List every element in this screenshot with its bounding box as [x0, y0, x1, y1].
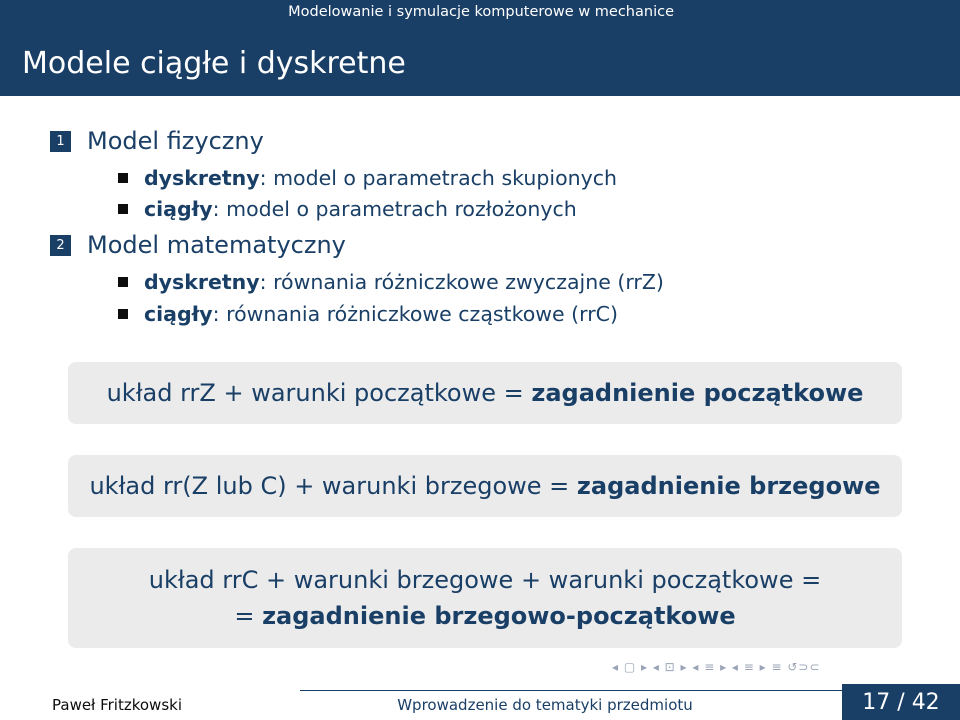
- term: dyskretny: [144, 270, 260, 294]
- square-bullet-icon: [118, 309, 128, 319]
- list-item: [118, 299, 618, 329]
- term: ciągły: [144, 302, 213, 326]
- list-item: [118, 194, 577, 224]
- box-line: [89, 468, 880, 504]
- presentation-title: Modelowanie i symulacje komputerowe w mechanice: [288, 4, 674, 20]
- list-item: [118, 163, 617, 193]
- square-bullet-icon: [118, 173, 128, 183]
- square-bullet-icon: [118, 277, 128, 287]
- definition-box: [68, 455, 902, 517]
- page-number: 17 / 42: [842, 684, 960, 720]
- box-line: [107, 375, 864, 411]
- definition-box: [68, 362, 902, 424]
- footer-title: Wprowadzenie do tematyki przedmiotu: [397, 696, 693, 714]
- box-bold-text: zagadnienie początkowe: [531, 379, 864, 407]
- box-bold-text: zagadnienie brzegowe: [576, 472, 881, 500]
- definition: : równania różniczkowe zwyczajne (rrZ): [259, 270, 664, 294]
- definition: : równania różniczkowe cząstkowe (rrC): [212, 302, 618, 326]
- box-plain-text: =: [234, 602, 263, 630]
- definition: : model o parametrach rozłożonych: [212, 197, 577, 221]
- square-bullet-icon: [118, 204, 128, 214]
- definition-box: [68, 548, 902, 648]
- footer-author: Paweł Fritzkowski: [0, 690, 300, 720]
- enum-item-2: [50, 229, 346, 261]
- enum-label: Model matematyczny: [87, 231, 346, 259]
- box-line: układ rrC + warunki brzegowe + warunki początkowe =: [148, 566, 822, 594]
- frame-title: Modele ciągłe i dyskretne: [22, 46, 406, 81]
- enum-item-1: [50, 125, 264, 157]
- definition: : model o parametrach skupionych: [259, 166, 617, 190]
- beamer-navigation-icons[interactable]: ◂ ▢ ▸ ◂ ⊡ ▸ ◂ ≡ ▸ ◂ ≡ ▸ ≡ ↺⊃⊂: [612, 660, 821, 674]
- box-plain-text: układ rr(Z lub C) + warunki brzegowe =: [89, 472, 577, 500]
- term: dyskretny: [144, 166, 260, 190]
- enum-number-badge: 2: [50, 235, 71, 256]
- enum-label: Model fizyczny: [87, 127, 264, 155]
- box-line: [234, 598, 735, 634]
- box-plain-text: układ rrZ + warunki początkowe =: [106, 379, 532, 407]
- list-item: [118, 267, 664, 297]
- box-bold-text: zagadnienie brzegowo-początkowe: [262, 602, 736, 630]
- term: ciągły: [144, 197, 213, 221]
- enum-number-badge: 1: [50, 131, 71, 152]
